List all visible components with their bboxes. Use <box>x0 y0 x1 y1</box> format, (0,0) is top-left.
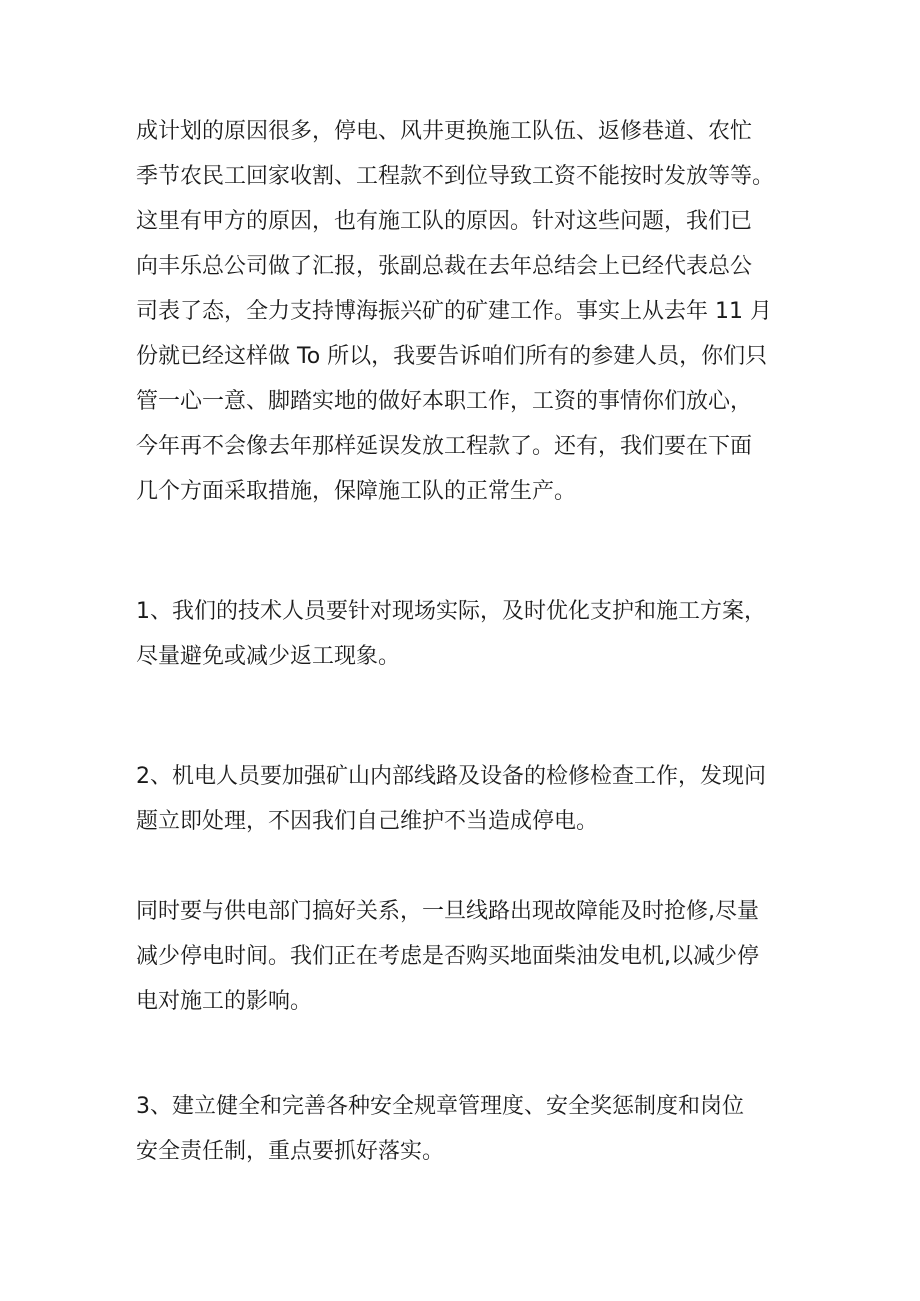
text-line: 成计划的原因很多，停电、风井更换施工队伍、返修巷道、农忙 <box>136 119 753 144</box>
text-line: 减少停电时间。我们正在考虑是否购买地面柴油发电机,以减少停 <box>136 944 759 969</box>
text-line: 今年再不会像去年那样延误发放工程款了。还有，我们要在下面 <box>136 434 753 459</box>
text-line: 同时要与供电部门搞好关系，一旦线路出现故障能及时抢修,尽量 <box>136 899 759 924</box>
text-line: 管一心一意、脚踏实地的做好本职工作，工资的事情你们放心， <box>136 389 753 414</box>
text-line: 安全责任制，重点要抓好落实。 <box>136 1139 445 1164</box>
text-line: 1、我们的技术人员要针对现场实际，及时优化支护和施工方案， <box>136 599 766 624</box>
text-line: 份就已经这样做 To 所以，我要告诉咱们所有的参建人员，你们只 <box>136 344 768 369</box>
text-line: 向丰乐总公司做了汇报，张副总裁在去年总结会上已经代表总公 <box>136 254 753 279</box>
text-line: 季节农民工回家收割、工程款不到位导致工资不能按时发放等等。 <box>136 164 775 189</box>
text-line: 2、机电人员要加强矿山内部线路及设备的检修检查工作，发现问 <box>136 764 766 789</box>
text-line: 几个方面采取措施，保障施工队的正常生产。 <box>136 479 577 504</box>
text-line: 这里有甲方的原因，也有施工队的原因。针对这些问题，我们已 <box>136 209 753 234</box>
text-line: 司表了态，全力支持博海振兴矿的矿建工作。事实上从去年 11 月 <box>136 299 772 324</box>
text-line: 电对施工的影响。 <box>136 989 313 1014</box>
text-line: 题立即处理，不因我们自己维护不当造成停电。 <box>136 809 599 834</box>
text-line: 尽量避免或减少返工现象。 <box>136 644 401 669</box>
text-line: 3、建立健全和完善各种安全规章管理度、安全奖惩制度和岗位 <box>136 1094 744 1119</box>
